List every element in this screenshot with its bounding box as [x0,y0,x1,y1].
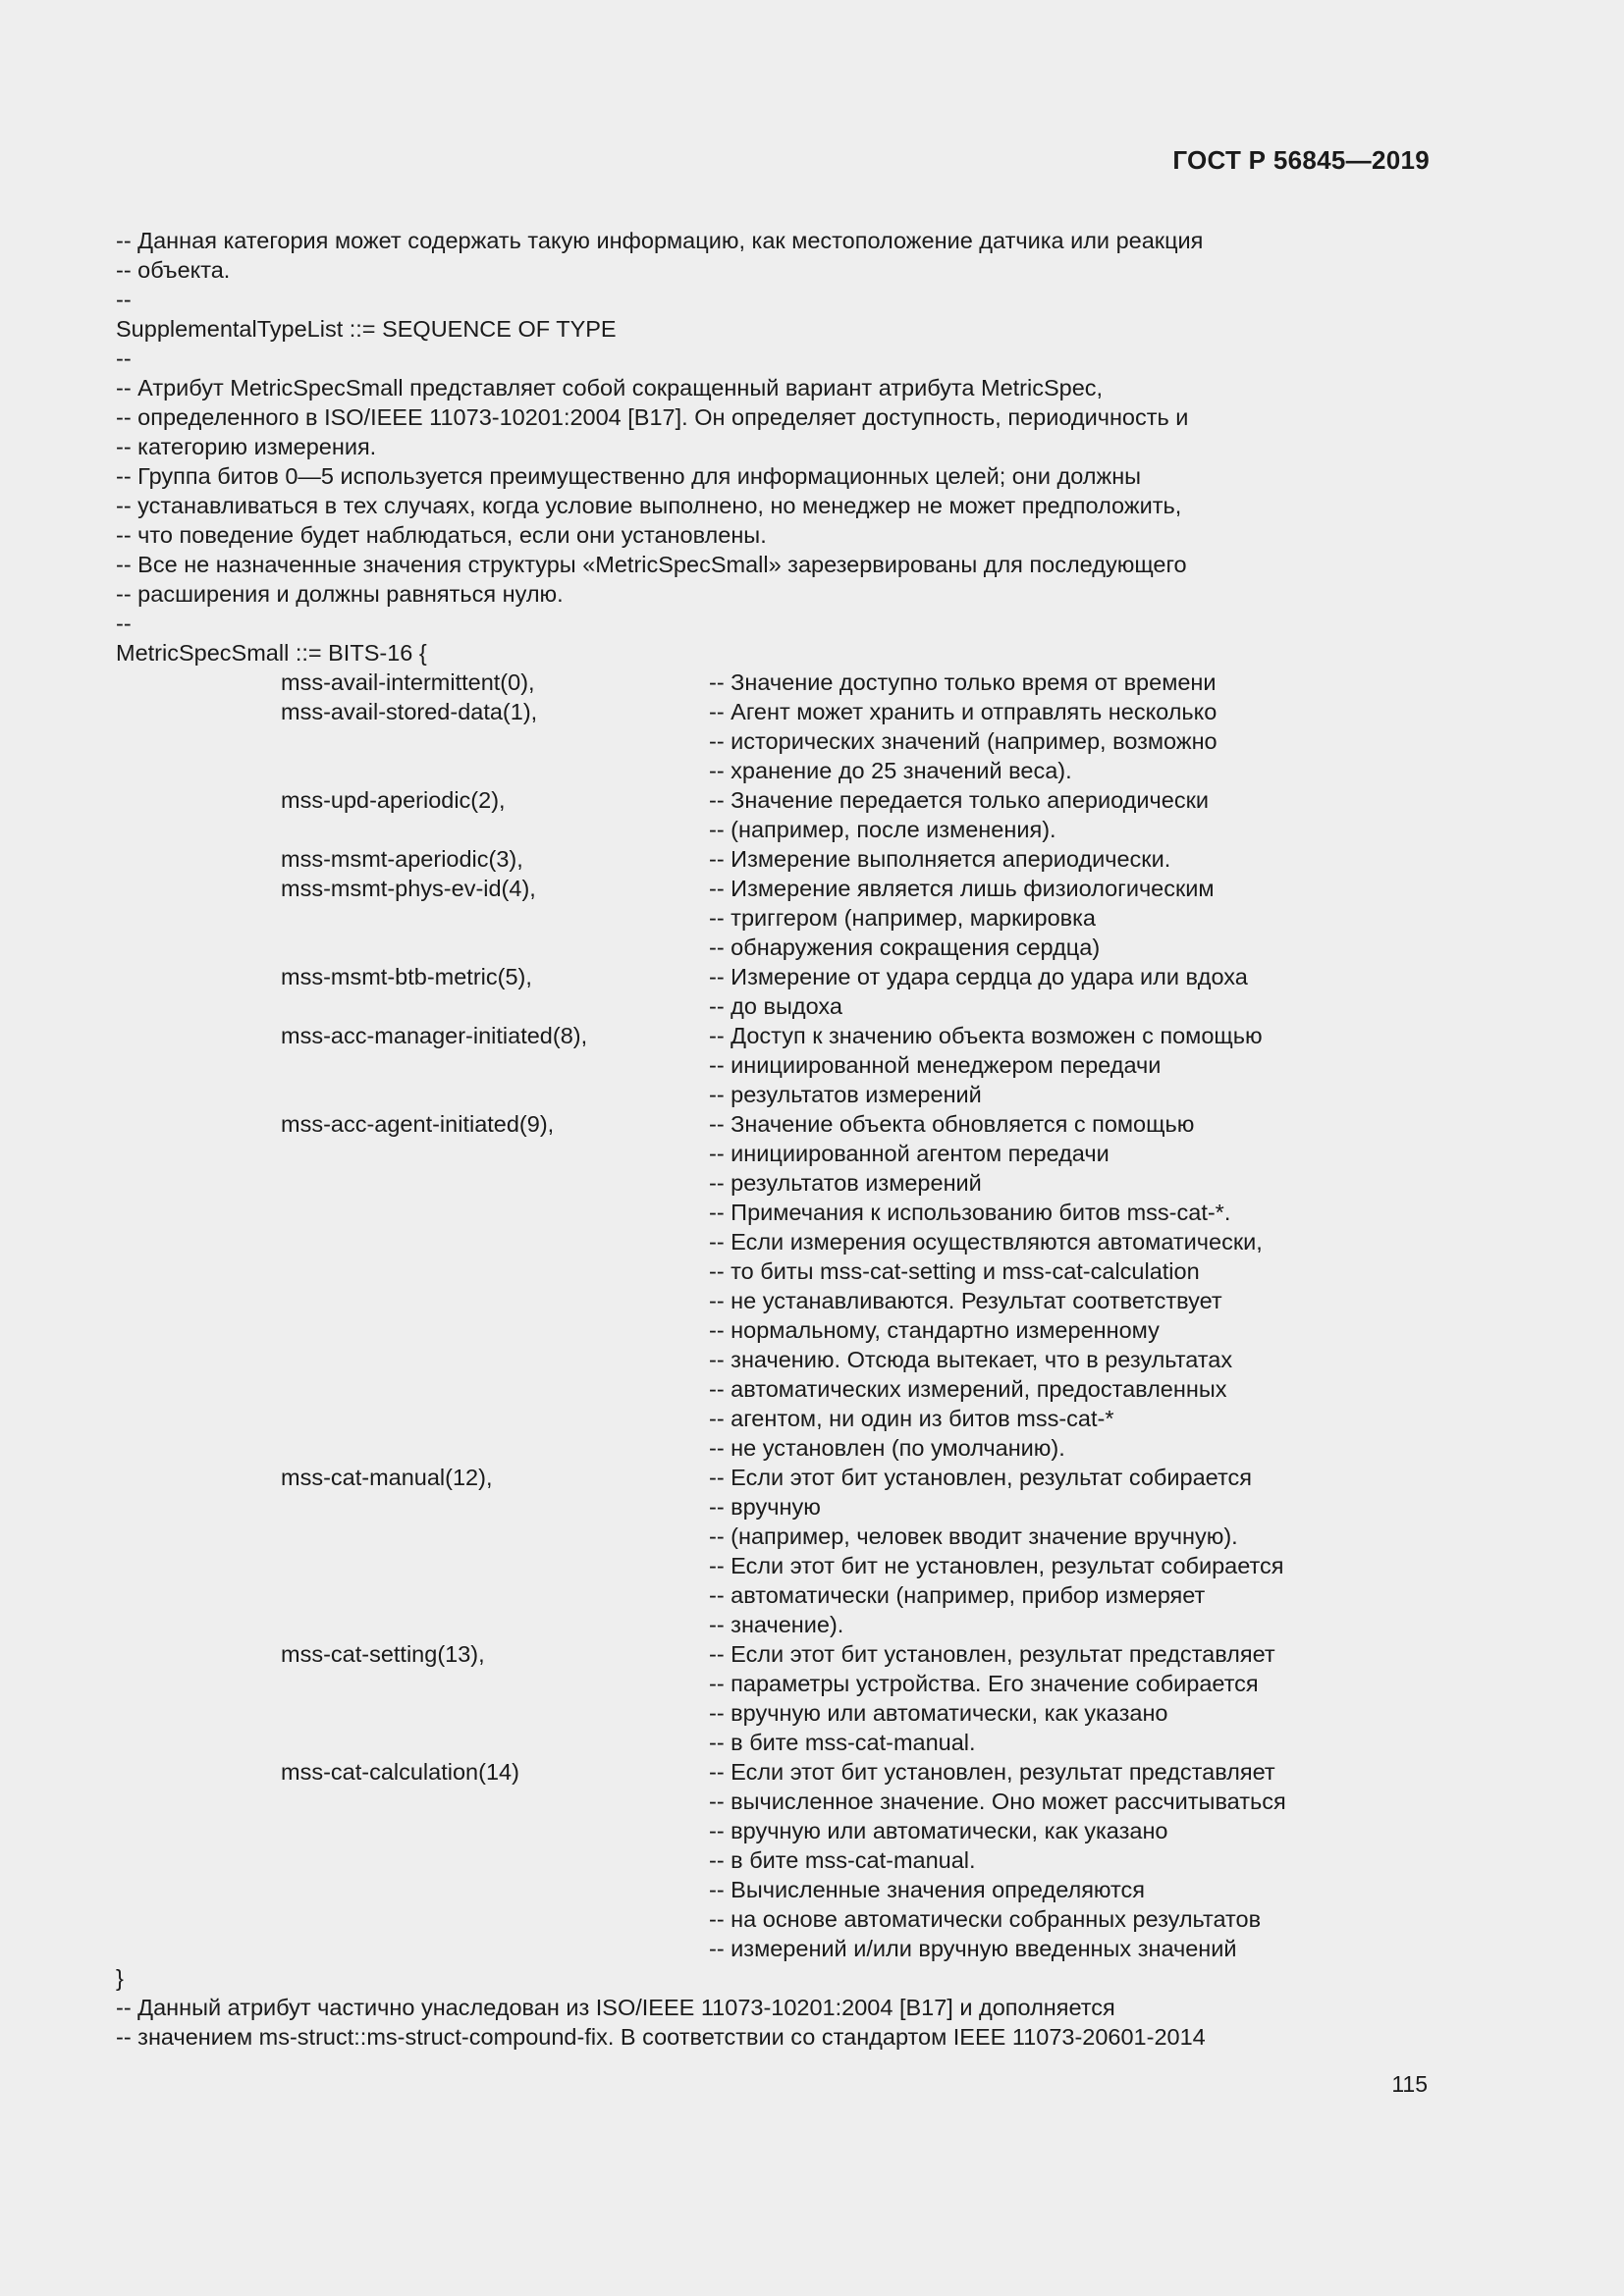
bit-definition-row [116,1639,1353,1669]
bit-comment: -- до выдоха [709,993,842,1019]
bit-definition-row [116,726,1353,756]
indent [116,1315,281,1345]
bit-name: mss-acc-agent-initiated(9), [281,1111,555,1137]
bit-comment: -- то биты mss-cat-setting и mss-cat-calculation [709,1258,1200,1284]
bit-definition-row [116,1904,1353,1934]
bit-name [281,1198,709,1227]
indent [116,1050,281,1080]
text-line: -- Данная категория может содержать такую информацию, как местоположение датчика или реакция [116,228,1204,253]
bit-name [281,1875,709,1904]
bit-comment: -- вручную или автоматически, как указано [709,1700,1168,1726]
bit-name [281,1698,709,1728]
bit-name: mss-msmt-aperiodic(3), [281,846,523,872]
outro-block [116,1963,1353,2052]
bit-name: mss-cat-calculation(14) [281,1759,519,1785]
bit-definition-row [116,991,1353,1021]
bit-comment: -- Значение передается только апериодически [709,787,1209,813]
bit-comment: -- не устанавливаются. Результат соответствует [709,1288,1222,1313]
indent [116,1021,281,1050]
page-number: 115 [1391,2071,1428,2097]
bit-definition-row [116,1698,1353,1728]
bit-definition-row [116,1198,1353,1227]
indent [116,1492,281,1522]
indent [116,815,281,844]
bit-name [281,1492,709,1522]
indent [116,1256,281,1286]
indent [116,1522,281,1551]
bit-comment: -- агентом, ни один из битов mss-cat-* [709,1406,1114,1431]
indent [116,933,281,962]
bit-comment: -- (например, человек вводит значение вручную). [709,1523,1238,1549]
bit-definition-row [116,1463,1353,1492]
text-line: -- объекта. [116,257,231,283]
bit-definition-row [116,1286,1353,1315]
indent [116,1816,281,1845]
bit-name [281,903,709,933]
bit-name [281,1551,709,1580]
bit-comment: -- Измерение от удара сердца до удара или вдоха [709,964,1248,989]
indent [116,1787,281,1816]
bit-comment: -- Значение доступно только время от времени [709,669,1217,695]
bit-comment: -- инициированной агентом передачи [709,1141,1110,1166]
bit-definition-row [116,962,1353,991]
indent [116,1669,281,1698]
indent [116,1934,281,1963]
indent [116,1080,281,1109]
bit-definition-row [116,1139,1353,1168]
bit-comment: -- в бите mss-cat-manual. [709,1847,976,1873]
indent [116,1345,281,1374]
bit-comment: -- вручную или автоматически, как указано [709,1818,1168,1843]
bit-name [281,726,709,756]
text-line: -- [116,611,132,636]
bit-name [281,1227,709,1256]
bit-name [281,1669,709,1698]
indent [116,962,281,991]
text-line: -- Все не назначенные значения структуры «MetricSpecSmall» зарезервированы для последующего [116,552,1187,577]
bit-comment: -- значению. Отсюда вытекает, что в результатах [709,1347,1233,1372]
bit-definition-row [116,815,1353,844]
indent [116,1698,281,1728]
bit-name [281,1168,709,1198]
bit-name [281,991,709,1021]
bit-name [281,1610,709,1639]
bit-name [281,756,709,785]
bit-comment: -- обнаружения сокращения сердца) [709,934,1101,960]
bit-name [281,1845,709,1875]
bit-name [281,1522,709,1551]
bit-definition-row [116,933,1353,962]
indent [116,1286,281,1315]
bit-definition-row [116,1757,1353,1787]
indent [116,1109,281,1139]
bit-name [281,1345,709,1374]
bit-comment: -- результатов измерений [709,1170,982,1196]
bit-comment: -- параметры устройства. Его значение собирается [709,1671,1259,1696]
indent [116,1374,281,1404]
indent [116,1875,281,1904]
bit-definition-row [116,1109,1353,1139]
text-line: -- [116,287,132,312]
bit-comment: -- на основе автоматически собранных результатов [709,1906,1262,1932]
bit-name [281,1080,709,1109]
bit-comment: -- измерений и/или вручную введенных значений [709,1936,1237,1961]
text-line: -- значением ms-struct::ms-struct-compound-fix. В соответствии со стандартом IEEE 11073-20601-2014 [116,2024,1206,2050]
bit-definition-row [116,1227,1353,1256]
bit-comment: -- (например, после изменения). [709,817,1056,842]
bit-name [281,1787,709,1816]
bit-name [281,1728,709,1757]
bit-name: mss-cat-setting(13), [281,1641,485,1667]
indent [116,1433,281,1463]
text-line: MetricSpecSmall ::= BITS-16 { [116,640,427,666]
bit-name [281,1374,709,1404]
bit-definition-row [116,844,1353,874]
bit-comment: -- Значение объекта обновляется с помощью [709,1111,1195,1137]
text-line: -- Данный атрибут частично унаследован из ISO/IEEE 11073-10201:2004 [B17] и дополняется [116,1995,1115,2020]
bit-comment: -- Доступ к значению объекта возможен с помощью [709,1023,1263,1048]
bit-comment: -- Если этот бит не установлен, результат собирается [709,1553,1284,1578]
indent [116,1227,281,1256]
bit-definition-row [116,1050,1353,1080]
bit-comment: -- Измерение является лишь физиологическим [709,876,1215,901]
indent [116,874,281,903]
indent [116,1168,281,1198]
bit-name [281,815,709,844]
indent [116,785,281,815]
bit-comment: -- Вычисленные значения определяются [709,1877,1146,1902]
bit-name [281,1816,709,1845]
bit-comment: -- значение). [709,1612,844,1637]
bit-definition-row [116,756,1353,785]
bit-name: mss-avail-stored-data(1), [281,699,538,724]
bit-definition-row [116,697,1353,726]
bit-definition-row [116,1551,1353,1580]
indent [116,1139,281,1168]
indent [116,1845,281,1875]
text-line: -- категорию измерения. [116,434,377,459]
bit-definition-row [116,1875,1353,1904]
bit-comment: -- хранение до 25 значений веса). [709,758,1072,783]
bit-comment: -- вычисленное значение. Оно может рассчитываться [709,1789,1286,1814]
text-line: -- Атрибут MetricSpecSmall представляет собой сокращенный вариант атрибута MetricSpec, [116,375,1104,400]
text-line: -- Группа битов 0—5 используется преимущественно для информационных целей; они должны [116,463,1142,489]
indent [116,1904,281,1934]
bit-definition-row [116,1669,1353,1698]
bit-comment: -- Примечания к использованию битов mss-cat-*. [709,1200,1231,1225]
bit-comment: -- Агент может хранить и отправлять несколько [709,699,1218,724]
bit-definition-row [116,1256,1353,1286]
bit-comment: -- исторических значений (например, возможно [709,728,1218,754]
bit-definition-row [116,1610,1353,1639]
bit-definition-row [116,874,1353,903]
bit-name [281,1315,709,1345]
indent [116,844,281,874]
bit-comment: -- вручную [709,1494,821,1520]
indent [116,1404,281,1433]
bit-definition-row [116,1433,1353,1463]
bit-name [281,1934,709,1963]
bit-definition-row [116,1728,1353,1757]
bit-comment: -- Измерение выполняется апериодически. [709,846,1171,872]
text-line: -- определенного в ISO/IEEE 11073-10201:2004 [B17]. Он определяет доступность, периодичность и [116,404,1189,430]
bit-definition-row [116,1787,1353,1816]
bit-definitions [116,667,1353,1963]
text-line: SupplementalTypeList ::= SEQUENCE OF TYPE [116,316,617,342]
bit-comment: -- Если этот бит установлен, результат представляет [709,1641,1275,1667]
bit-comment: -- Если этот бит установлен, результат представляет [709,1759,1275,1785]
bit-name: mss-cat-manual(12), [281,1465,493,1490]
indent [116,1580,281,1610]
bit-definition-row [116,1816,1353,1845]
bit-name: mss-msmt-btb-metric(5), [281,964,532,989]
bit-definition-row [116,1345,1353,1374]
bit-comment: -- Если измерения осуществляются автоматически, [709,1229,1263,1255]
bit-name [281,1139,709,1168]
indent [116,1610,281,1639]
bit-comment: -- триггером (например, маркировка [709,905,1097,931]
indent [116,1551,281,1580]
bit-name [281,933,709,962]
bit-name [281,1904,709,1934]
indent [116,1728,281,1757]
indent [116,1463,281,1492]
bit-comment: -- автоматических измерений, предоставленных [709,1376,1227,1402]
bit-comment: -- инициированной менеджером передачи [709,1052,1162,1078]
bit-definition-row [116,785,1353,815]
indent [116,991,281,1021]
intro-block [116,226,1353,667]
indent [116,1198,281,1227]
bit-definition-row [116,667,1353,697]
bit-definition-row [116,1522,1353,1551]
bit-definition-row [116,1934,1353,1963]
indent [116,726,281,756]
bit-name [281,1404,709,1433]
bit-comment: -- результатов измерений [709,1082,982,1107]
bit-name: mss-avail-intermittent(0), [281,669,535,695]
bit-comment: -- автоматически (например, прибор измеряет [709,1582,1206,1608]
bit-definition-row [116,1492,1353,1522]
text-line: } [116,1965,124,1991]
bit-comment: -- нормальному, стандартно измеренному [709,1317,1160,1343]
indent [116,1639,281,1669]
bit-definition-row [116,1315,1353,1345]
bit-name [281,1050,709,1080]
indent [116,1757,281,1787]
bit-name [281,1580,709,1610]
bit-name [281,1286,709,1315]
bit-definition-row [116,903,1353,933]
bit-comment: -- в бите mss-cat-manual. [709,1730,976,1755]
bit-definition-row [116,1580,1353,1610]
bit-name: mss-msmt-phys-ev-id(4), [281,876,536,901]
text-line: -- что поведение будет наблюдаться, если они установлены. [116,522,767,548]
indent [116,697,281,726]
bit-comment: -- не установлен (по умолчанию). [709,1435,1065,1461]
bit-definition-row [116,1404,1353,1433]
indent [116,903,281,933]
bit-name: mss-upd-aperiodic(2), [281,787,506,813]
bit-definition-row [116,1021,1353,1050]
bit-name [281,1256,709,1286]
standard-header: ГОСТ Р 56845—2019 [1172,145,1430,175]
indent [116,667,281,697]
bit-definition-row [116,1168,1353,1198]
bit-definition-row [116,1080,1353,1109]
bit-definition-row [116,1845,1353,1875]
bit-comment: -- Если этот бит установлен, результат собирается [709,1465,1252,1490]
bit-definition-row [116,1374,1353,1404]
text-line: -- [116,346,132,371]
text-line: -- устанавливаться в тех случаях, когда условие выполнено, но менеджер не может предположить, [116,493,1182,518]
asn1-listing [116,226,1353,2052]
text-line: -- расширения и должны равняться нулю. [116,581,564,607]
bit-name [281,1433,709,1463]
indent [116,756,281,785]
bit-name: mss-acc-manager-initiated(8), [281,1023,588,1048]
